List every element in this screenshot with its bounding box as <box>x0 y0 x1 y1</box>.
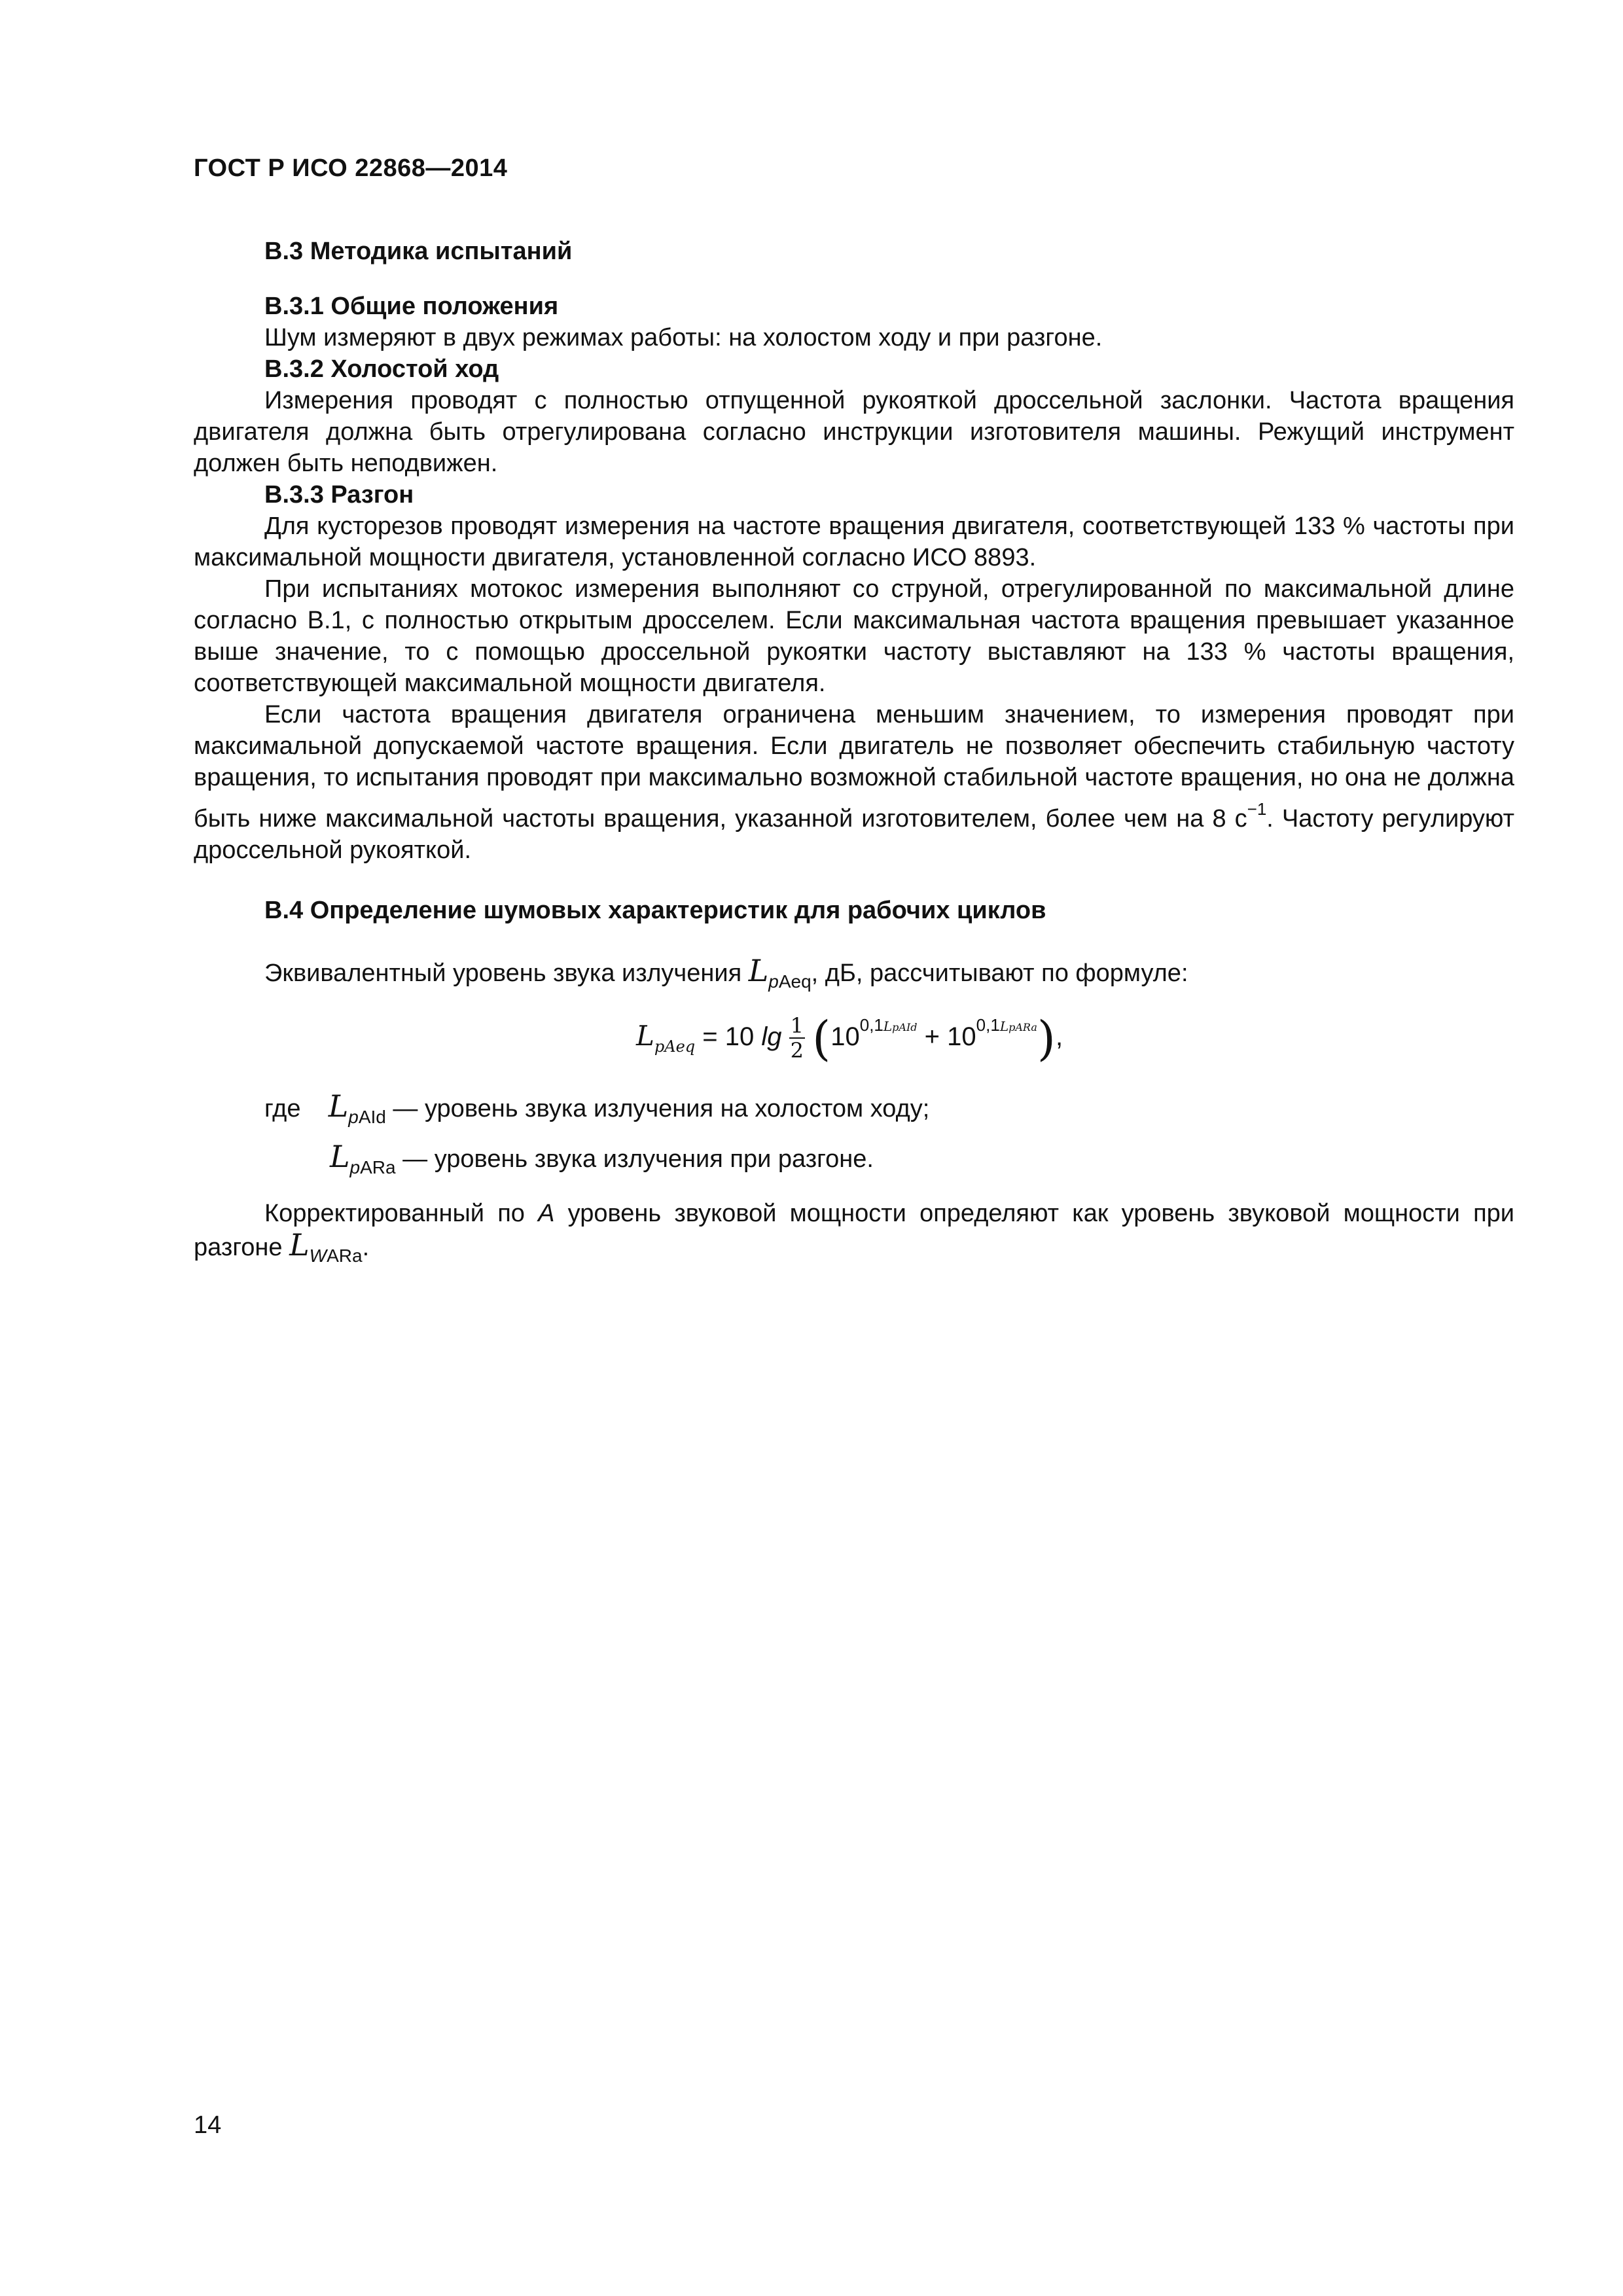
formula-block <box>194 1004 1514 1081</box>
where-1-text: — уровень звука излучения на холостом ходу; <box>393 1095 930 1122</box>
section-b3-title: В.3 Методика испытаний <box>264 238 573 265</box>
term-1-base: 10 <box>830 1022 860 1051</box>
section-b4-intro <box>194 955 1514 997</box>
formula-L: L <box>636 1020 654 1052</box>
where-2-subscript: pARa <box>349 1157 396 1177</box>
formula-equals: = 10 <box>702 1022 755 1051</box>
section-b33-title: В.3.3 Разгон <box>264 481 414 509</box>
left-paren: ( <box>812 1011 831 1066</box>
where-line-2 <box>194 1141 1514 1183</box>
right-paren: ) <box>1037 1011 1056 1066</box>
term-2-exponent: 0,1LpARa <box>976 1015 1037 1035</box>
page-number: 14 <box>194 2111 222 2139</box>
section-b4-title: В.4 Определение шумовых характеристик для рабочих циклов <box>264 897 1046 924</box>
final-symbol-L: L <box>289 1227 310 1263</box>
intro-start: Эквивалентный уровень звука излучения <box>264 960 742 987</box>
where-line-1 <box>194 1090 1514 1133</box>
section-b31-title: В.3.1 Общие положения <box>264 293 559 320</box>
document-body <box>194 236 1514 1272</box>
paragraph-3-start: Если частота вращения двигателя ограничена меньшим значением, то измерения проводят при максимальной допускаемой частоте вращения. Если двигатель не позволяет обеспечить стабильную частоту вращения, то испытания проводят при максимально возможной стабильной частоте вращения, но она не должна быть ниже максимальной частоты вращения, указанной изготовителем, более чем на 8 с <box>194 701 1514 833</box>
section-b33-paragraph-3 <box>194 699 1514 866</box>
section-b33-paragraph-1: Для кусторезов проводят измерения на частоте вращения двигателя, соответствующей 133 % частоты при максимальной мощности двигателя, установленной согласно ИСО 8893. <box>194 512 1514 571</box>
letter-A: А <box>538 1200 555 1227</box>
where-1-subscript: pAId <box>348 1107 386 1127</box>
paragraph-3-end: . Частоту регулируют дроссельной рукояткой. <box>194 805 1514 864</box>
intro-end: , дБ, рассчитывают по формуле: <box>811 960 1188 987</box>
where-1-symbol-L: L <box>328 1088 349 1124</box>
symbol-subscript: pAeq <box>768 971 812 992</box>
section-b31-text: Шум измеряют в двух режимах работы: на холостом ходу и при разгоне. <box>264 324 1103 351</box>
formula-lg: lg <box>761 1022 782 1051</box>
where-2-symbol-L: L <box>330 1139 350 1174</box>
where-2-text: — уровень звука излучения при разгоне. <box>402 1145 874 1173</box>
section-b33-paragraph-2: При испытаниях мотокос измерения выполняют со струной, отрегулированной по максимальной длине согласно В.1, с полностью открытым дросселем. Если максимальная частота вращения превышает указанное выше значение, то с помощью дроссельной рукоятки частоту выставляют на 133 % частоты вращения, соответствующей максимальной мощности двигателя. <box>194 575 1514 697</box>
where-word: где <box>264 1095 301 1122</box>
term-2-base: 10 <box>947 1022 976 1051</box>
term-1-exponent: 0,1LpAId <box>859 1015 918 1035</box>
final-subscript: WARa <box>309 1246 363 1266</box>
formula-comma: , <box>1055 1022 1063 1051</box>
symbol-L: L <box>748 953 769 988</box>
section-b32-title: В.3.2 Холостой ход <box>264 355 499 383</box>
final-paragraph: Корректированный по А уровень звуковой мощности определяют как уровень звуковой мощности при разгоне $L_{WARa}$. <box>194 1200 1515 1266</box>
document-header: ГОСТ Р ИСО 22868—2014 <box>194 154 508 182</box>
section-b32-text: Измерения проводят с полностью отпущенной рукояткой дроссельной заслонки. Частота вращения двигателя должна быть отрегулирована согласно инструкции изготовителя машины. Режущий инструмент должен быть неподвижен. <box>194 387 1514 477</box>
formula-subscript: pAeq <box>654 1037 696 1056</box>
formula-fraction: $\frac{1}{2}$ <box>790 1013 804 1064</box>
formula-plus: + <box>924 1022 940 1051</box>
formula <box>636 1009 1063 1066</box>
unit-exponent: −1 <box>1247 799 1267 819</box>
